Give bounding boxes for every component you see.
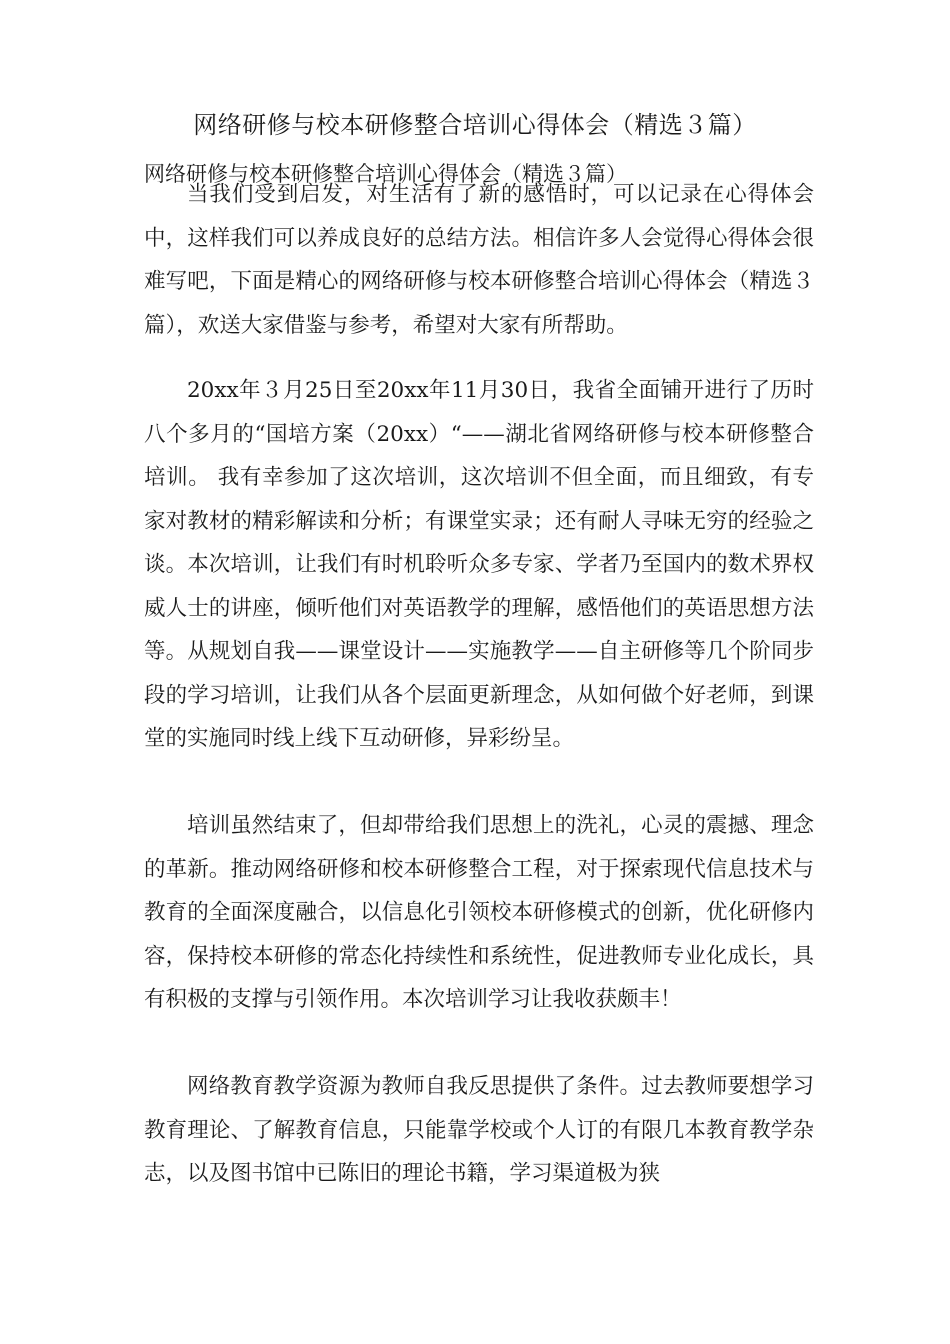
- paragraph-network-resources: 网络教育教学资源为教师自我反思提供了条件。过去教师要想学习教育理论、了解教育信息，只能靠学校或个人订的有限几本教育教学杂志，以及图书馆中已陈旧的理论书籍，学习渠道极为狭: [144, 1074, 814, 1186]
- paragraph-training-reflection: 培训虽然结束了，但却带给我们思想上的洗礼，心灵的震撼、理念的革新。推动网络研修和校本研修整合工程，对于探索现代信息技术与教育的全面深度融合，以信息化引领校本研修模式的创新，优化研修内容，保持校本研修的常态化持续性和系统性，促进教师专业化成长，具有积极的支撑与引领作用。本次培训学习让我收获颇丰！: [144, 813, 814, 1012]
- paragraph-intro: 当我们受到启发，对生活有了新的感悟时，可以记录在心得体会中，这样我们可以养成良好的总结方法。相信许多人会觉得心得体会很难写吧，下面是精心的网络研修与校本研修整合培训心得体会（精选３篇），欢送大家借鉴与参考，希望对大家有所帮助。: [144, 182, 814, 338]
- paragraph-training-overview: 20xx年３月25日至20xx年11月30日，我省全面铺开进行了历时八个多月的“国培方案（20xx）“——湖北省网络研修与校本研修整合培训。 我有幸参加了这次培训，这次培训不但全面，而且细致，有专家对教材的精彩解读和分析；有课堂实录；还有耐人寻味无穷的经验之谈。本次培训，让我们有时机聆听众多专家、学者乃至国内的数术界权威人士的讲座，倾听他们对英语教学的理解，感悟他们的英语思想方法等。从规划自我——课堂设计——实施教学——自主研修等几个阶同步段的学习培训，让我们从各个层面更新理念，从如何做个好老师，到课堂的实施同时线上线下互动研修，异彩纷呈。: [144, 378, 814, 751]
- document-title: 网络研修与校本研修整合培训心得体会（精选３篇）: [193, 111, 757, 139]
- document-subtitle: 网络研修与校本研修整合培训心得体会（精选３篇）: [144, 162, 627, 186]
